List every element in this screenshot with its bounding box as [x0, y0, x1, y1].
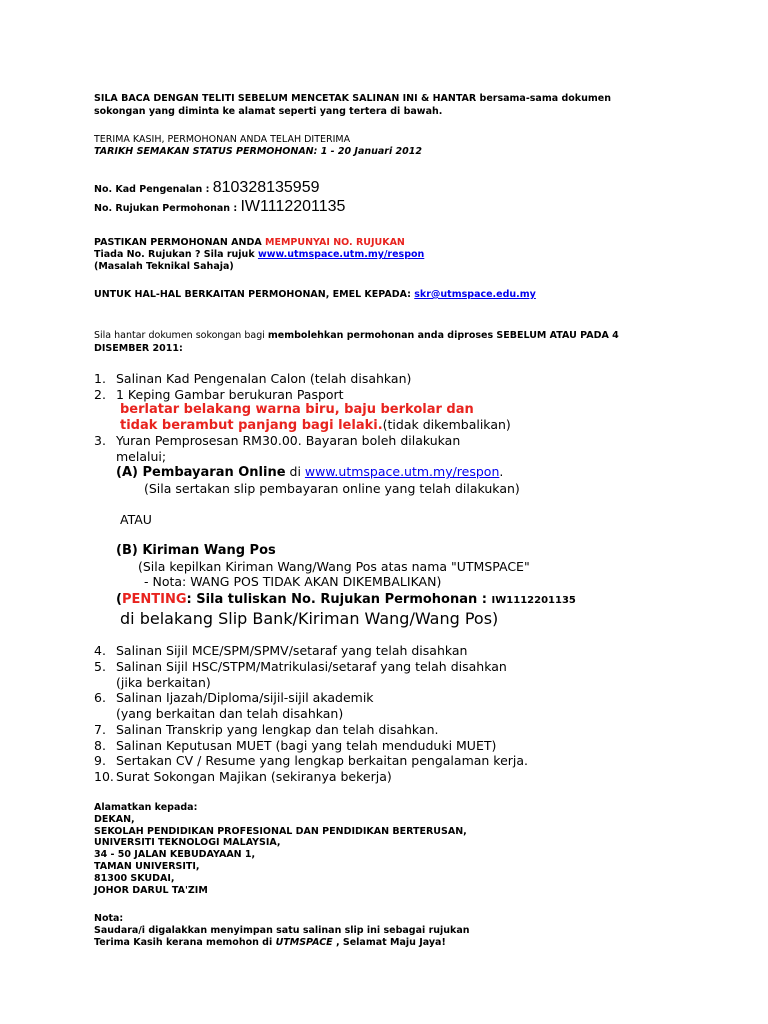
option-a-link[interactable]: www.utmspace.utm.my/respon	[304, 464, 500, 479]
penting-ref: IW1112201135	[491, 595, 576, 606]
option-a-label: (A) Pembayaran Online	[116, 465, 286, 480]
email-prefix: UNTUK HAL-HAL BERKAITAN PERMOHONAN, EMEL KEPADA:	[94, 289, 415, 300]
nota-line-1: Saudara/i digalakkan menyimpan satu salinan slip ini sebagai rujukan	[94, 925, 470, 936]
list-num: 4.	[94, 643, 106, 658]
address-line: TAMAN UNIVERSITI,	[94, 860, 200, 872]
address-line: SEKOLAH PENDIDIKAN PROFESIONAL DAN PENDIDIKAN BERTERUSAN,	[94, 825, 467, 837]
list-text: Salinan Sijil HSC/STPM/Matrikulasi/setaraf yang telah disahkan	[116, 659, 507, 674]
ensure-red: MEMPUNYAI NO. RUJUKAN	[265, 237, 405, 248]
list-text: Salinan Sijil MCE/SPM/SPMV/setaraf yang telah disahkan	[116, 643, 468, 658]
list-num: 2.	[94, 387, 106, 402]
ic-label: No. Kad Pengenalan :	[94, 184, 210, 195]
option-a-note: (Sila sertakan slip pembayaran online yang telah dilakukan)	[144, 481, 520, 496]
list-num: 10.	[94, 769, 114, 784]
ensure-ref-line	[94, 237, 405, 249]
list-text: Surat Sokongan Majikan (sekiranya bekerja)	[116, 769, 392, 784]
check-date: TARIKH SEMAKAN STATUS PERMOHONAN: 1 - 20 Januari 2012	[94, 146, 422, 157]
list-item-10	[94, 769, 392, 784]
penting-line-2: di belakang Slip Bank/Kiriman Wang/Wang Pos)	[120, 609, 499, 628]
list-num: 8.	[94, 738, 106, 753]
photo-requirement-2	[120, 417, 511, 433]
submit-line-2: DISEMBER 2011:	[94, 343, 183, 354]
list-num: 7.	[94, 722, 106, 737]
list-item-3	[94, 433, 460, 448]
photo-tail: (tidak dikembalikan)	[382, 417, 511, 432]
list-item-3-cont: melalui;	[116, 449, 167, 464]
no-ref-prefix: Tiada No. Rujukan ? Sila rujuk	[94, 249, 258, 260]
submit-normal: Sila hantar dokumen sokongan bagi	[94, 330, 268, 341]
thanks-c: , Selamat Maju Jaya!	[332, 937, 446, 948]
penting-line-1	[116, 592, 576, 609]
list-text: Yuran Pemprosesan RM30.00. Bayaran boleh dilakukan	[116, 433, 461, 448]
list-item-6-cont: (yang berkaitan dan telah disahkan)	[116, 706, 344, 721]
penting-red: PENTING	[121, 592, 187, 607]
option-b-note-1: (Sila kepilkan Kiriman Wang/Wang Pos atas nama "UTMSPACE"	[138, 559, 530, 574]
penting-open: (	[116, 592, 122, 607]
list-num: 9.	[94, 753, 106, 768]
nota-label: Nota:	[94, 913, 124, 924]
technical-note: (Masalah Teknikal Sahaja)	[94, 261, 234, 272]
received-notice: TERIMA KASIH, PERMOHONAN ANDA TELAH DITERIMA	[94, 134, 351, 145]
photo-requirement-1: berlatar belakang warna biru, baju berkolar dan	[120, 402, 474, 417]
list-text: Salinan Keputusan MUET (bagi yang telah menduduki MUET)	[116, 738, 497, 753]
list-text: 1 Keping Gambar berukuran Pasport	[116, 387, 344, 402]
list-item-9	[94, 753, 528, 768]
list-text: Salinan Transkrip yang lengkap dan telah disahkan.	[116, 722, 439, 737]
list-num: 6.	[94, 690, 106, 705]
option-b-note-2: - Nota: WANG POS TIDAK AKAN DIKEMBALIKAN)	[144, 574, 442, 589]
no-ref-line	[94, 249, 424, 261]
list-num: 3.	[94, 433, 106, 448]
nota-line-2	[94, 937, 470, 949]
list-text: Salinan Kad Pengenalan Calon (telah disahkan)	[116, 371, 412, 386]
atau: ATAU	[120, 512, 152, 527]
footer-note	[94, 913, 470, 949]
penting-text: : Sila tuliskan No. Rujukan Permohonan :	[186, 592, 492, 607]
ensure-prefix: PASTIKAN PERMOHONAN ANDA	[94, 237, 266, 248]
list-item-5	[94, 659, 507, 674]
address-block	[94, 802, 467, 896]
submit-line-1	[94, 330, 619, 342]
list-item-4	[94, 643, 467, 658]
list-item-7	[94, 722, 439, 737]
option-b-label: (B) Kiriman Wang Pos	[116, 543, 276, 558]
list-text: Sertakan CV / Resume yang lengkap berkaitan pengalaman kerja.	[116, 753, 529, 768]
address-line: UNIVERSITI TEKNOLOGI MALAYSIA,	[94, 837, 281, 849]
list-num: 1.	[94, 371, 106, 386]
instruction-line-1: SILA BACA DENGAN TELITI SEBELUM MENCETAK SALINAN INI & HANTAR bersama-sama dokumen	[94, 93, 611, 104]
ic-value: 810328135959	[212, 179, 320, 196]
option-a-di: di	[285, 464, 305, 479]
thanks-brand: UTMSPACE	[275, 937, 333, 948]
thanks-a: Terima Kasih kerana memohon di	[94, 937, 276, 948]
list-item-8	[94, 738, 496, 753]
ref-value: IW1112201135	[240, 198, 346, 215]
ic-row	[94, 179, 320, 196]
instruction-line-2: sokongan yang diminta ke alamat seperti yang tertera di bawah.	[94, 106, 443, 117]
email-link[interactable]: skr@utmspace.edu.my	[414, 289, 536, 300]
address-line: 34 - 50 JALAN KEBUDAYAAN 1,	[94, 849, 256, 861]
option-a	[116, 464, 503, 480]
photo-red: tidak berambut panjang bagi lelaki.	[120, 418, 383, 433]
address-line: DEKAN,	[94, 813, 135, 825]
list-item-1	[94, 371, 411, 386]
list-text: Salinan Ijazah/Diploma/sijil-sijil akademik	[116, 690, 374, 705]
address-line: JOHOR DARUL TA'ZIM	[94, 884, 208, 896]
list-item-6	[94, 690, 374, 705]
ref-row	[94, 198, 346, 215]
list-item-5-cont: (jika berkaitan)	[116, 675, 211, 690]
submit-bold: membolehkan permohonan anda diproses SEBELUM ATAU PADA 4	[267, 330, 619, 341]
list-num: 5.	[94, 659, 106, 674]
address-label: Alamatkan kepada:	[94, 802, 198, 813]
respon-link[interactable]: www.utmspace.utm.my/respon	[257, 249, 425, 260]
list-item-2	[94, 387, 344, 402]
address-line: 81300 SKUDAI,	[94, 872, 175, 884]
email-line	[94, 289, 536, 301]
option-a-dot: .	[499, 464, 504, 479]
ref-label: No. Rujukan Permohonan :	[94, 203, 238, 214]
